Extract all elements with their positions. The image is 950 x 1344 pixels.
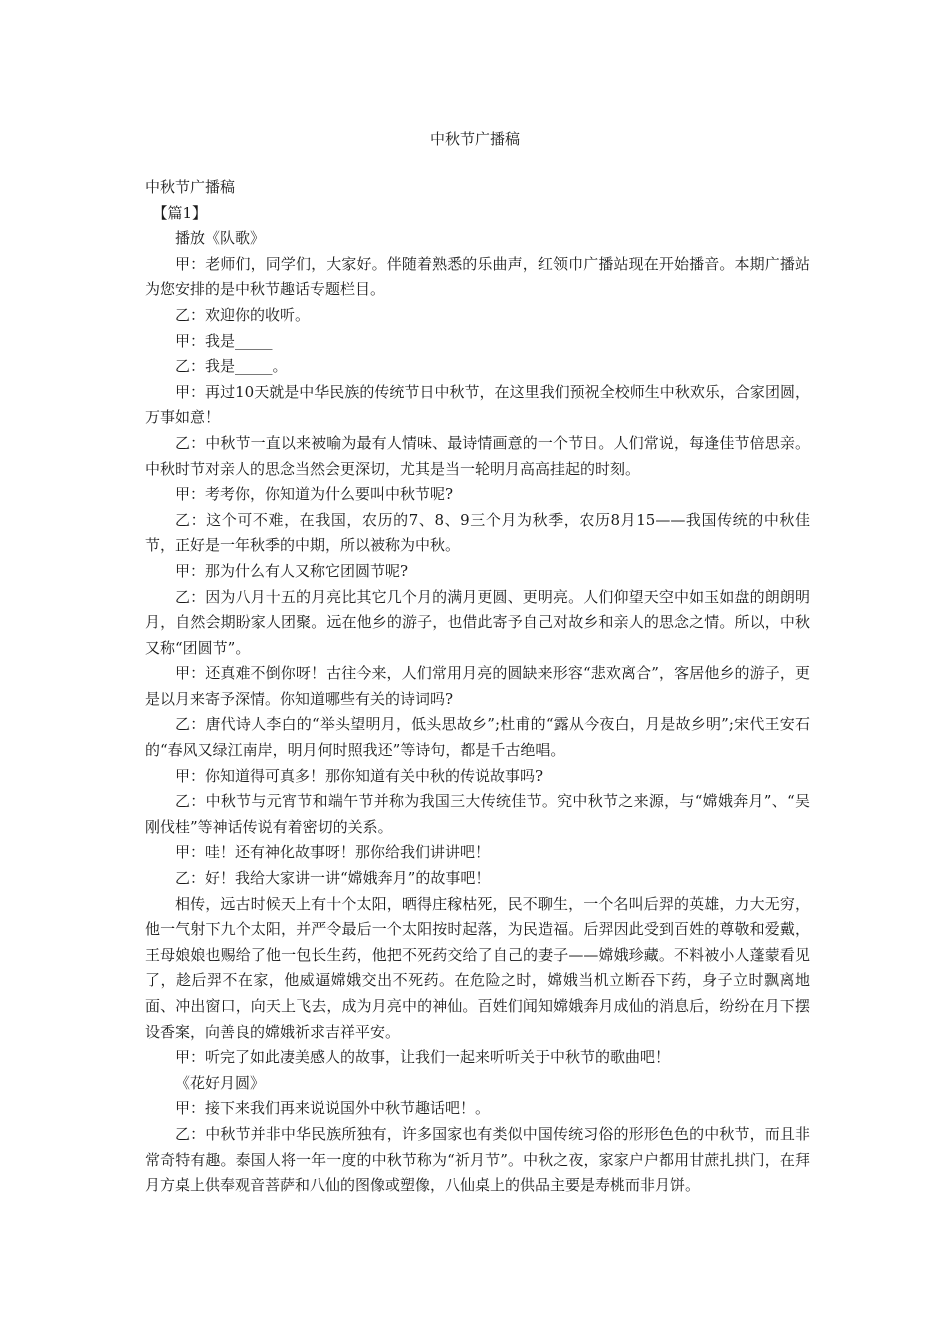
body-paragraph: 播放《队歌》	[175, 229, 266, 248]
document-title: 中秋节广播稿	[429, 130, 520, 148]
body-paragraph: 《花好月圆》	[175, 1073, 266, 1092]
body-paragraph: 乙：我是_____。	[175, 357, 288, 376]
body-paragraph: 甲：老师们，同学们，大家好。伴随着熟悉的乐曲声，红领巾广播站现在开始播音。本期广播站为您安排的是中秋节趣话专题栏目。	[145, 254, 810, 299]
body-paragraph: 乙：唐代诗人李白的“举头望明月，低头思故乡”;杜甫的“露从今夜白，月是故乡明”;宋代王安石的“春风又绿江南岸，明月何时照我还”等诗句，都是千古绝唱。	[145, 715, 810, 760]
document-body	[145, 175, 810, 1199]
body-paragraph: 甲：再过10天就是中华民族的传统节日中秋节，在这里我们预祝全校师生中秋欢乐，合家团圆，万事如意！	[145, 382, 810, 427]
body-paragraph: 甲：我是_____	[175, 331, 273, 350]
body-paragraph: 相传，远古时候天上有十个太阳，晒得庄稼枯死，民不聊生，一个名叫后羿的英雄，力大无穷，他一气射下九个太阳，并严令最后一个太阳按时起落，为民造福。后羿因此受到百姓的尊敬和爱戴，王母娘娘也赐给了他一包长生药，他把不死药交给了自己的妻子——嫦娥珍藏。不料被小人蓬蒙看见了，趁后羿不在家，他威逼嫦娥交出不死药。在危险之时，嫦娥当机立断吞下药，身子立时飘离地面、冲出窗口，向天上飞去，成为月亮中的神仙。百姓们闻知嫦娥奔月成仙的消息后，纷纷在月下摆设香案，向善良的嫦娥祈求吉祥平安。	[145, 894, 810, 1041]
body-paragraph: 乙：欢迎你的收听。	[175, 305, 311, 324]
body-paragraph: 乙：好！我给大家讲一讲“嫦娥奔月”的故事吧！	[175, 869, 491, 888]
subtitle-paragraph: 中秋节广播稿	[145, 178, 236, 196]
body-paragraph: 甲：听完了如此凄美感人的故事，让我们一起来听听关于中秋节的歌曲吧！	[175, 1048, 671, 1067]
body-paragraph: 甲：考考你，你知道为什么要叫中秋节呢?	[175, 485, 454, 504]
body-paragraph: 甲：接下来我们再来说说国外中秋节趣话吧！。	[175, 1099, 491, 1118]
body-paragraph: 乙：中秋节一直以来被喻为最有人情味、最诗情画意的一个节日。人们常说，每逢佳节倍思亲。中秋时节对亲人的思念当然会更深切，尤其是当一轮明月高高挂起的时刻。	[145, 433, 810, 478]
body-paragraph: 乙：中秋节与元宵节和端午节并称为我国三大传统佳节。究中秋节之来源，与“嫦娥奔月”、“吴刚伐桂”等神话传说有着密切的关系。	[145, 792, 810, 836]
body-paragraph: 甲：那为什么有人又称它团圆节呢?	[175, 561, 409, 580]
body-paragraph: 甲：哇！还有神化故事呀！那你给我们讲讲吧！	[175, 843, 491, 862]
body-paragraph: 甲：你知道得可真多！那你知道有关中秋的传说故事吗?	[175, 766, 544, 785]
body-paragraph: 乙：这个可不难，在我国，农历的7、8、9三个月为秋季，农历8月15——我国传统的中秋佳节，正好是一年秋季的中期，所以被称为中秋。	[145, 510, 810, 555]
body-paragraph: 乙：中秋节并非中华民族所独有，许多国家也有类似中国传统习俗的形形色色的中秋节，而且非常奇特有趣。泰国人将一年一度的中秋节称为“祈月节”。中秋之夜，家家户户都用甘蔗扎拱门，在拜月方桌上供奉观音菩萨和八仙的图像或塑像，八仙桌上的供品主要是寿桃而非月饼。	[145, 1124, 810, 1195]
body-paragraph: 甲：还真难不倒你呀！古往今来，人们常用月亮的圆缺来形容“悲欢离合”，客居他乡的游子，更是以月来寄予深情。你知道哪些有关的诗词吗?	[145, 664, 810, 708]
section-heading: 【篇1】	[152, 203, 208, 222]
body-paragraph: 乙：因为八月十五的月亮比其它几个月的满月更圆、更明亮。人们仰望天空中如玉如盘的朗朗明月，自然会期盼家人团聚。远在他乡的游子，也借此寄予自己对故乡和亲人的思念之情。所以，中秋又称“团圆节”。	[145, 587, 810, 657]
